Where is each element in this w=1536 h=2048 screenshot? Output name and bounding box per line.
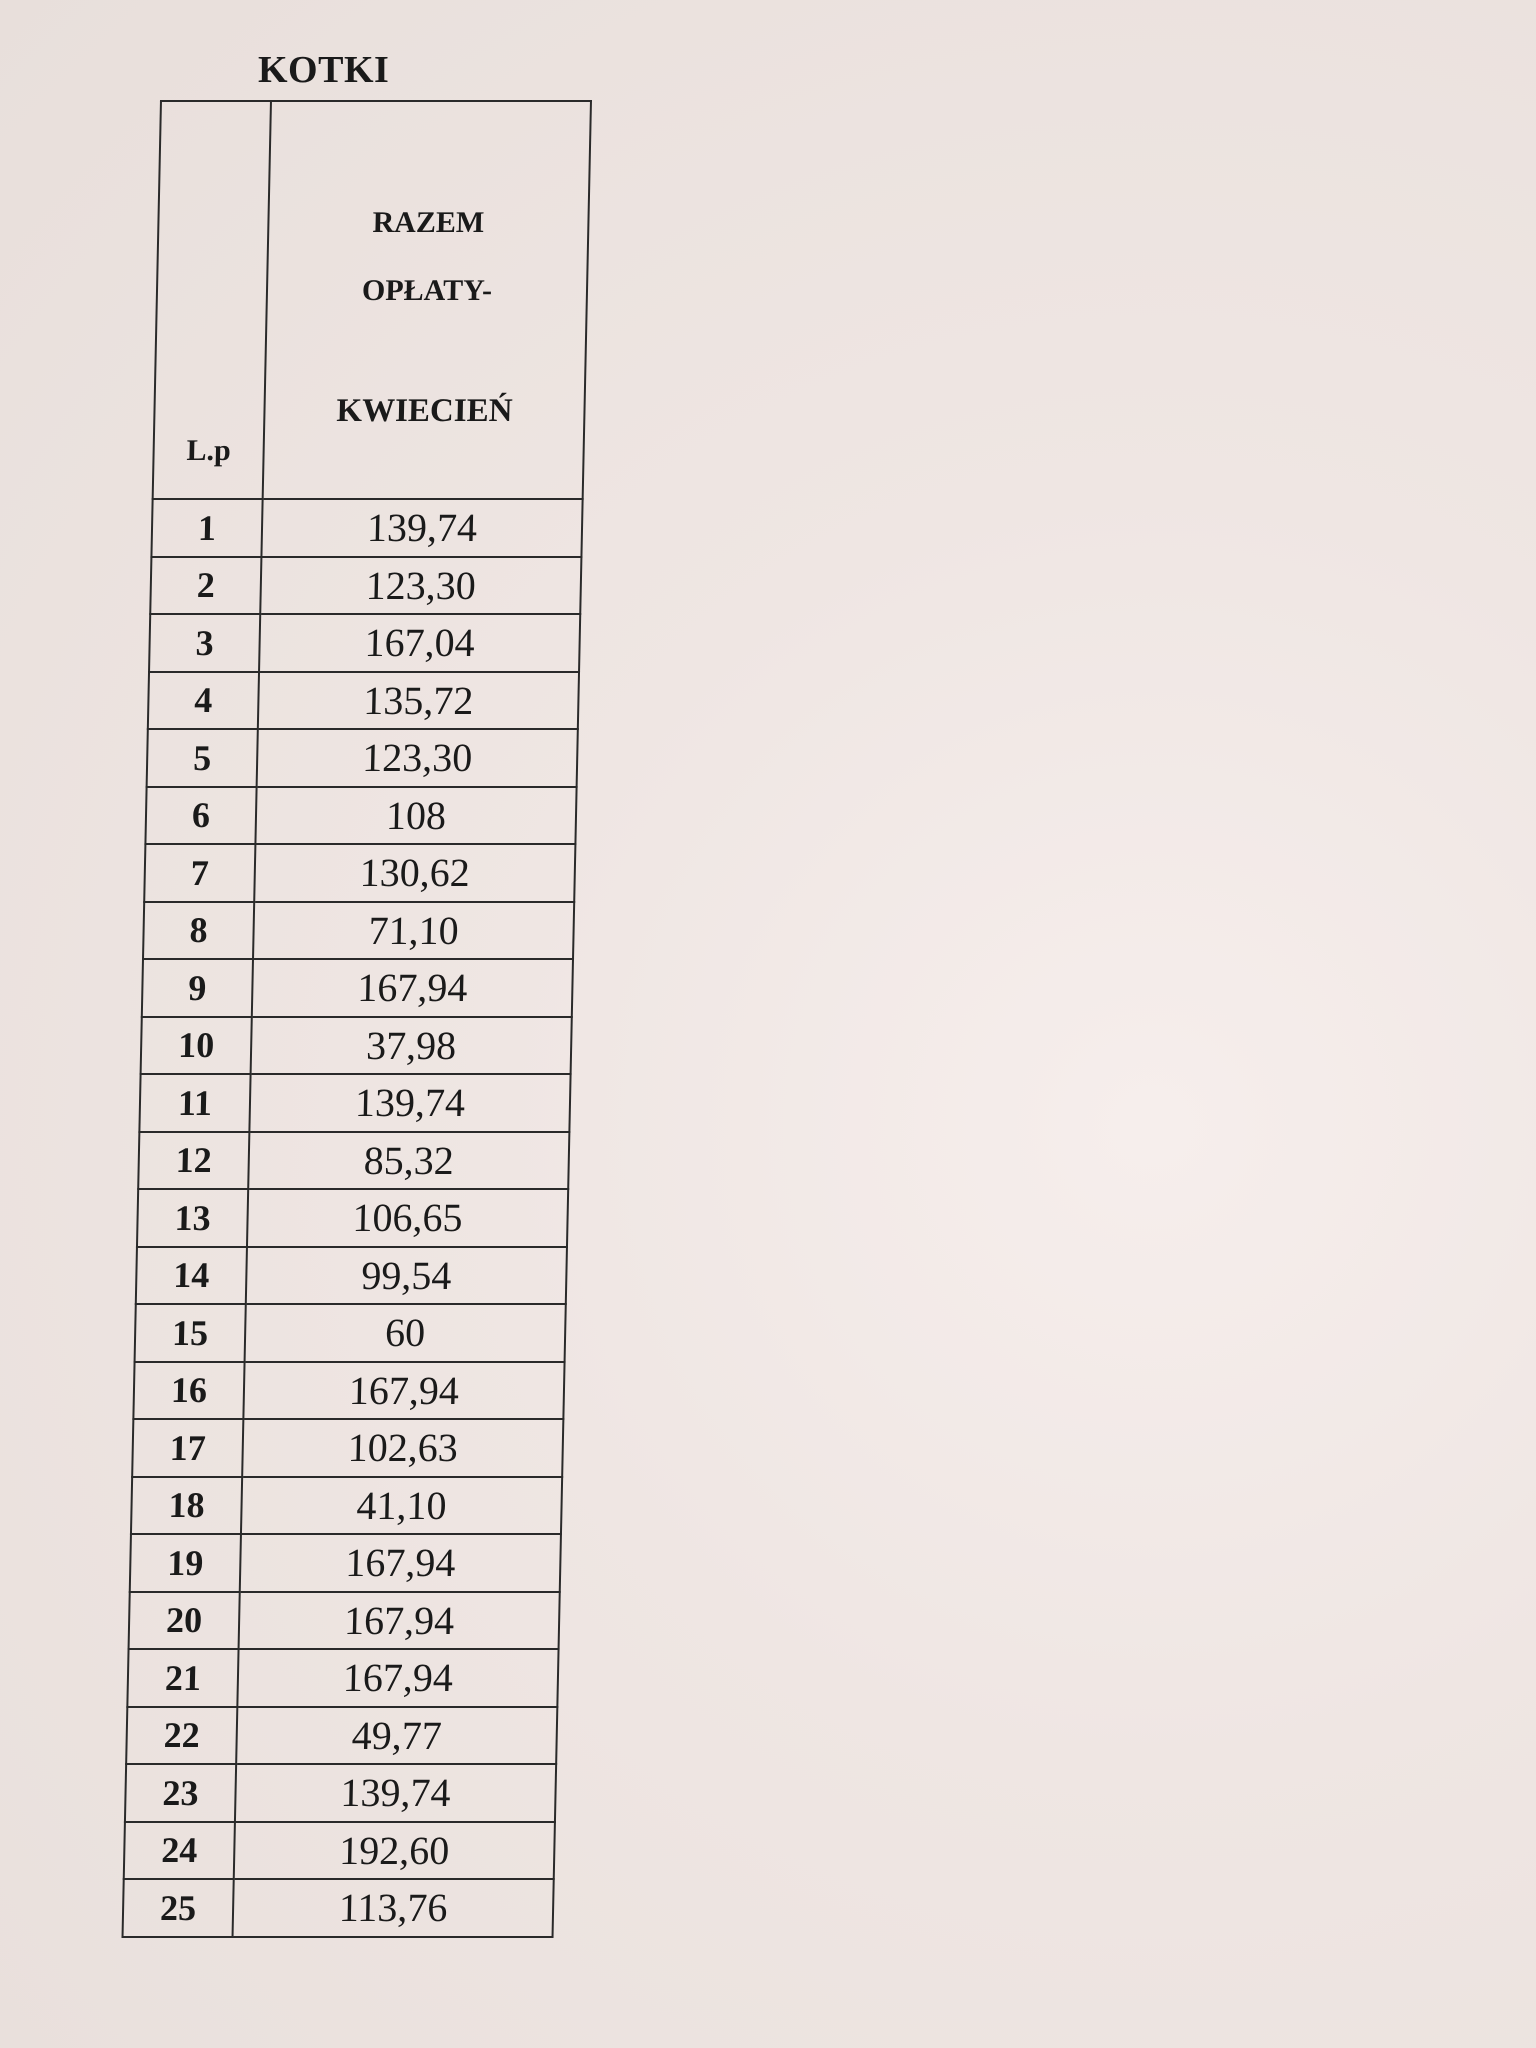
fee-value-cell: 139,74: [235, 1764, 556, 1822]
table-row: [147, 729, 578, 787]
row-number-cell: 19: [130, 1534, 241, 1592]
table-row: [133, 1362, 564, 1420]
table-row: [139, 1074, 570, 1132]
row-number-cell: 17: [132, 1419, 243, 1477]
table-row: [123, 1879, 554, 1937]
fee-value-cell: 130,62: [254, 844, 575, 902]
row-number-cell: 15: [135, 1304, 246, 1362]
row-number-cell: 13: [137, 1189, 248, 1247]
table-row: [131, 1477, 562, 1535]
table-row: [132, 1419, 563, 1477]
table-row: [151, 499, 582, 557]
fee-value-cell: 41,10: [241, 1477, 562, 1535]
row-number-cell: 3: [149, 614, 260, 672]
table-body: [123, 499, 583, 1937]
fee-value-cell: 113,76: [233, 1879, 554, 1937]
row-number-cell: 25: [123, 1879, 234, 1937]
fee-value-cell: 139,74: [249, 1074, 570, 1132]
header-value-line1: RAZEM: [372, 206, 485, 239]
table-row: [136, 1247, 567, 1305]
row-number-cell: 24: [124, 1822, 235, 1880]
fee-value-cell: 108: [255, 787, 576, 845]
table-row: [127, 1649, 558, 1707]
row-number-cell: 22: [126, 1707, 237, 1765]
table-row: [148, 672, 579, 730]
table-row: [129, 1592, 560, 1650]
fee-value-cell: 139,74: [261, 499, 582, 557]
table-row: [130, 1534, 561, 1592]
fee-value-cell: 123,30: [260, 557, 581, 615]
document-title: KOTKI: [258, 49, 390, 91]
fees-table: [122, 100, 592, 1938]
header-lp: L.p: [153, 101, 271, 499]
table-row: [126, 1707, 557, 1765]
row-number-cell: 10: [141, 1017, 252, 1075]
fee-value-cell: 167,94: [240, 1534, 561, 1592]
table-row: [124, 1822, 555, 1880]
fee-value-cell: 60: [245, 1304, 566, 1362]
fee-value-cell: 167,04: [259, 614, 580, 672]
fee-value-cell: 102,63: [242, 1419, 563, 1477]
row-number-cell: 5: [147, 729, 258, 787]
table-row: [135, 1304, 566, 1362]
fee-value-cell: 167,94: [243, 1362, 564, 1420]
fee-value-cell: 167,94: [239, 1592, 560, 1650]
table-row: [149, 614, 580, 672]
fee-value-cell: 135,72: [258, 672, 579, 730]
table-row: [141, 1017, 572, 1075]
fee-value-cell: 99,54: [246, 1247, 567, 1305]
table-row: [143, 902, 574, 960]
row-number-cell: 16: [133, 1362, 244, 1420]
table-row: [145, 787, 576, 845]
fee-value-cell: 123,30: [257, 729, 578, 787]
fee-value-cell: 85,32: [248, 1132, 569, 1190]
table-row: [138, 1132, 569, 1190]
header-value-line2: OPŁATY-: [361, 274, 493, 307]
row-number-cell: 8: [143, 902, 254, 960]
table-header-row: [153, 101, 591, 499]
table-row: [150, 557, 581, 615]
table-row: [125, 1764, 556, 1822]
row-number-cell: 21: [127, 1649, 238, 1707]
fee-value-cell: 37,98: [251, 1017, 572, 1075]
table-row: [142, 959, 573, 1017]
row-number-cell: 4: [148, 672, 259, 730]
header-value-line3: KWIECIEŃ: [336, 393, 513, 429]
row-number-cell: 9: [142, 959, 253, 1017]
row-number-cell: 2: [150, 557, 261, 615]
fee-value-cell: 167,94: [252, 959, 573, 1017]
fee-value-cell: 106,65: [247, 1189, 568, 1247]
row-number-cell: 7: [144, 844, 255, 902]
row-number-cell: 18: [131, 1477, 242, 1535]
fee-value-cell: 49,77: [236, 1707, 557, 1765]
header-value: [263, 101, 591, 499]
row-number-cell: 1: [151, 499, 262, 557]
table-row: [144, 844, 575, 902]
fee-value-cell: 71,10: [253, 902, 574, 960]
row-number-cell: 23: [125, 1764, 236, 1822]
row-number-cell: 11: [139, 1074, 250, 1132]
fee-value-cell: 192,60: [234, 1822, 555, 1880]
table-row: [137, 1189, 568, 1247]
row-number-cell: 20: [129, 1592, 240, 1650]
row-number-cell: 12: [138, 1132, 249, 1190]
row-number-cell: 6: [145, 787, 256, 845]
fee-value-cell: 167,94: [237, 1649, 558, 1707]
row-number-cell: 14: [136, 1247, 247, 1305]
